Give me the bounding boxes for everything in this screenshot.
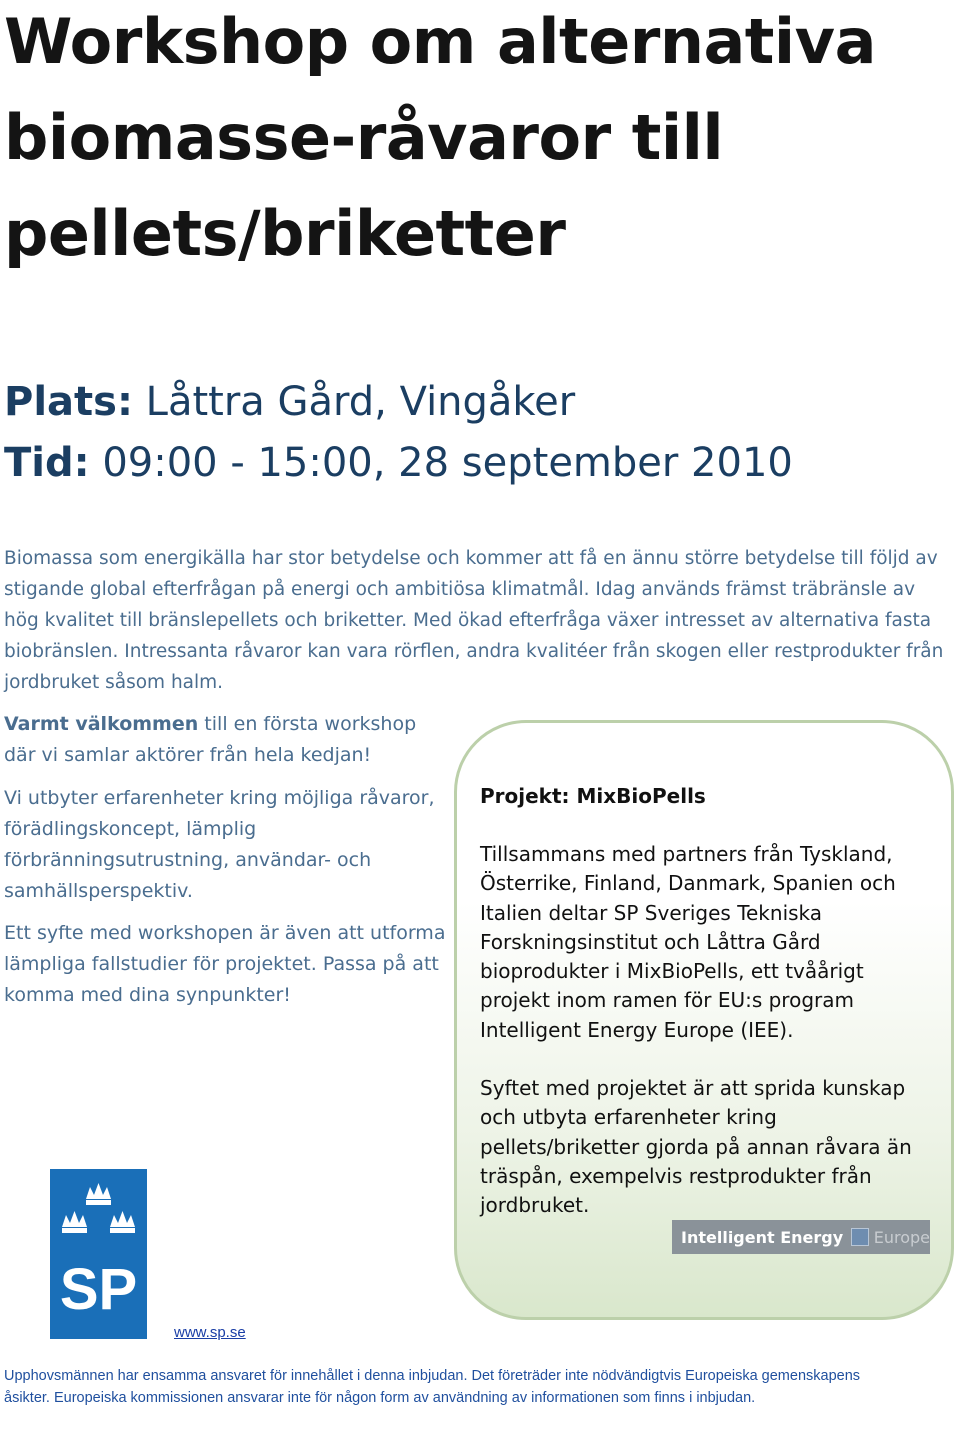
event-time bbox=[4, 438, 954, 488]
sp-website-link[interactable]: www.sp.se bbox=[174, 1324, 246, 1341]
project-box-paragraph-1: Tillsammans med partners från Tyskland, Österrike, Finland, Danmark, Spanien och Italien deltar SP Sveriges Tekniska Forskningsinstitut och Låttra Gård bioprodukter i MixBioPells, ett tvåårigt projekt inom ramen för EU:s program Intelligent Energy Europe (IEE). bbox=[480, 842, 896, 1042]
welcome-bold: Varmt välkommen bbox=[4, 713, 199, 735]
ie-logo-main: Intelligent Energy bbox=[681, 1227, 844, 1247]
intelligent-energy-europe-logo bbox=[672, 1220, 930, 1254]
place-label: Plats: bbox=[4, 379, 133, 425]
disclaimer-footer: Upphovsmännen har ensamma ansvaret för innehållet i denna inbjudan. Det företräder inte nödvändigtvis Europeiska gemenskapens åsikter. Europeiska kommissionen ansvarar inte för någon form av användning av informationen som finns i inbjudan. bbox=[4, 1368, 861, 1406]
event-place bbox=[4, 377, 954, 427]
sp-crowns-icon bbox=[50, 1169, 147, 1339]
time-value: 09:00 - 15:00, 28 september 2010 bbox=[102, 440, 793, 486]
time-label: Tid: bbox=[4, 440, 90, 486]
intro-paragraph: Biomassa som energikälla har stor betydelse och kommer att få en ännu större betydelse till följd av stigande global efterfrågan på energi och ambitiösa klimatmål. Idag används främst träbränsle av hög kvalitet till bränslepellets och briketter. Med ökad efterfråga växer intresset av alternativa fasta biobränslen. Intressanta råvaror kan vara rörflen, andra kvalitéer från skogen eller restprodukter från jordbruket såsom halm. bbox=[4, 548, 944, 693]
sp-logo-text: SP bbox=[59, 1257, 138, 1322]
purpose-paragraph: Ett syfte med workshopen är även att utforma lämpliga fallstudier för projektet. Passa på att komma med dina synpunkter! bbox=[4, 922, 446, 1006]
project-box-title: Projekt: MixBioPells bbox=[480, 784, 706, 808]
page-title: Workshop om alternativa biomasse-råvaror till pellets/briketter bbox=[4, 5, 876, 270]
welcome-rest: till en första workshop där vi samlar aktörer från hela kedjan! bbox=[4, 713, 417, 766]
eu-flag-icon bbox=[851, 1228, 869, 1246]
sp-logo bbox=[50, 1169, 147, 1339]
project-box-paragraph-2: Syftet med projektet är att sprida kunskap och utbyta erfarenheter kring pellets/briketter gjorda på annan råvara än träspån, exempelvis restprodukter från jordbruket. bbox=[480, 1076, 912, 1218]
exchange-paragraph: Vi utbyter erfarenheter kring möjliga råvaror, förädlingskoncept, lämplig förbränningsutrustning, användar- och samhällsperspektiv. bbox=[4, 787, 435, 902]
place-value: Låttra Gård, Vingåker bbox=[145, 379, 576, 425]
welcome-paragraph bbox=[4, 709, 452, 771]
ie-logo-sub: Europe bbox=[873, 1227, 930, 1247]
